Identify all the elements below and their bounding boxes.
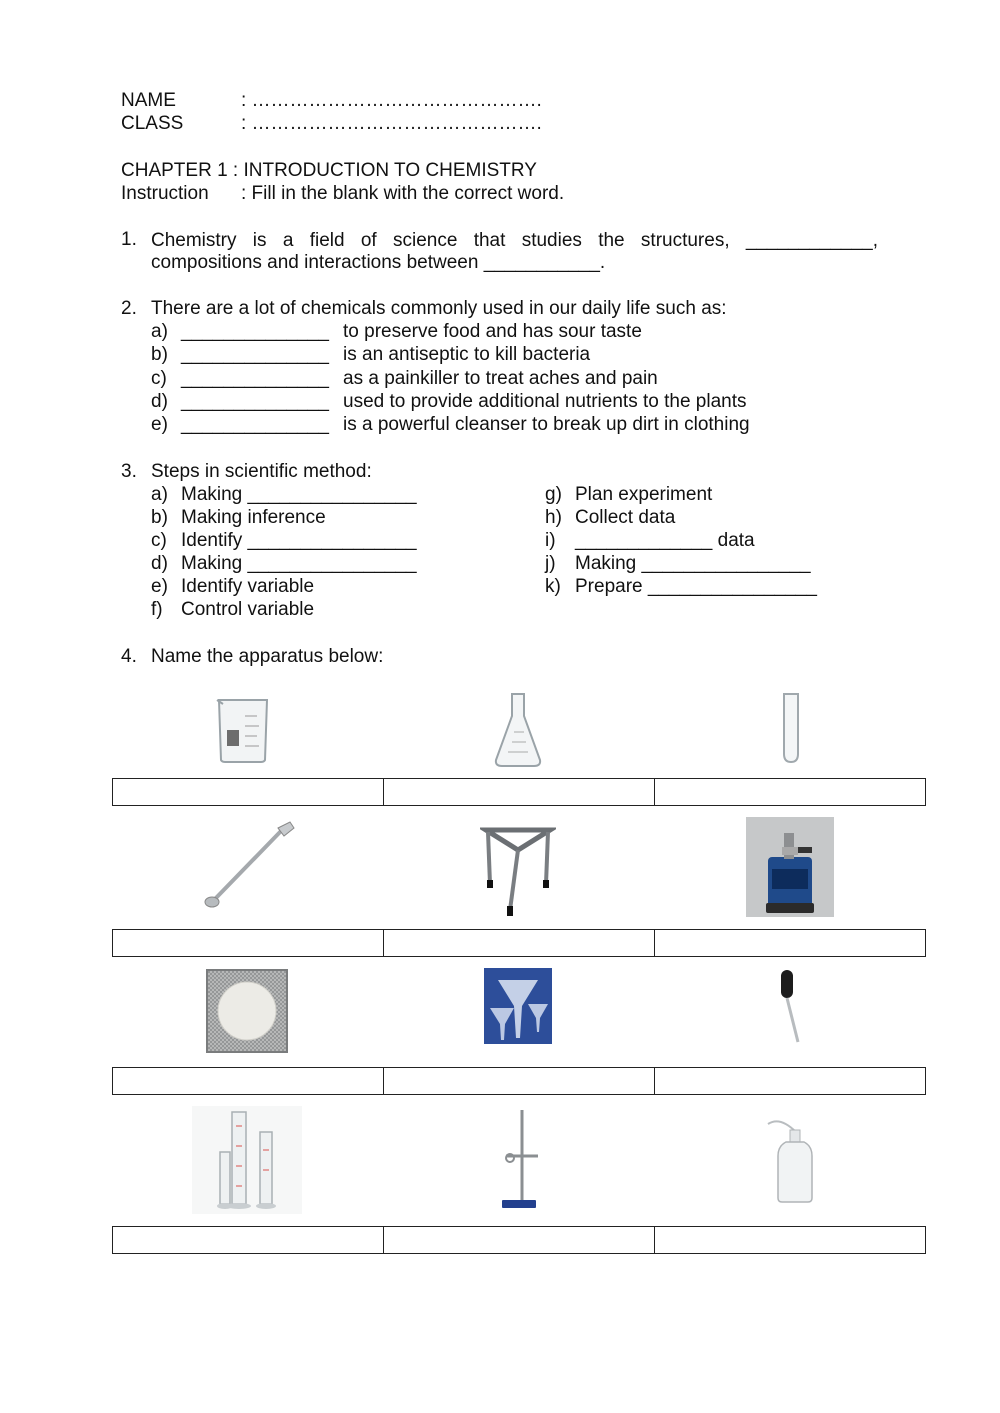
- answer-input-11[interactable]: [384, 1227, 654, 1253]
- chapter-title: CHAPTER 1 : INTRODUCTION TO CHEMISTRY: [121, 160, 537, 181]
- answer-box-11[interactable]: [383, 1226, 655, 1254]
- q3-step: Collect data: [575, 507, 676, 528]
- answer-box-9[interactable]: [654, 1067, 926, 1095]
- q3-letter: c): [151, 530, 167, 551]
- q3-step[interactable]: Identify ________________: [181, 530, 417, 551]
- filter-funnel-image: [484, 968, 552, 1044]
- q2-letter: b): [151, 344, 168, 365]
- q2-letter: c): [151, 368, 167, 389]
- test-tube-image: [782, 692, 800, 764]
- answer-input-8[interactable]: [384, 1068, 654, 1094]
- wash-bottle-image: [766, 1116, 818, 1206]
- q3-letter: j): [545, 553, 556, 574]
- question-1-number: 1.: [121, 229, 137, 250]
- instruction-label: Instruction: [121, 183, 209, 204]
- question-3-title: Steps in scientific method:: [151, 461, 372, 482]
- answer-box-2[interactable]: [383, 778, 655, 806]
- q2-blank[interactable]: ______________: [181, 414, 329, 435]
- question-3-number: 3.: [121, 461, 137, 482]
- q3-letter: i): [545, 530, 556, 551]
- q3-letter: h): [545, 507, 562, 528]
- answer-input-10[interactable]: [113, 1227, 383, 1253]
- q3-letter: g): [545, 484, 562, 505]
- q3-letter: k): [545, 576, 561, 597]
- question-1-line-1: Chemistry is a field of science that studies the structures, ____________,: [151, 230, 878, 251]
- q2-letter: e): [151, 414, 168, 435]
- measuring-cylinder-image: [192, 1106, 302, 1214]
- question-4-title: Name the apparatus below:: [151, 646, 384, 667]
- question-1-line-2: compositions and interactions between ___________.: [151, 252, 606, 273]
- q3-step[interactable]: Making ________________: [181, 484, 417, 505]
- question-2-number: 2.: [121, 298, 137, 319]
- dropper-image: [778, 968, 804, 1046]
- answer-box-6[interactable]: [654, 929, 926, 957]
- answer-box-1[interactable]: [112, 778, 384, 806]
- q2-text: is a powerful cleanser to break up dirt in clothing: [343, 414, 750, 435]
- answer-box-10[interactable]: [112, 1226, 384, 1254]
- name-label: NAME: [121, 90, 176, 111]
- answer-input-1[interactable]: [113, 779, 383, 805]
- conical-flask-image: [494, 692, 542, 768]
- q3-letter: a): [151, 484, 168, 505]
- retort-stand-image: [498, 1108, 546, 1212]
- q3-step[interactable]: Prepare ________________: [575, 576, 817, 597]
- q3-letter: d): [151, 553, 168, 574]
- answer-input-12[interactable]: [655, 1227, 925, 1253]
- instruction-text: : Fill in the blank with the correct word.: [241, 183, 565, 204]
- beaker-image: [215, 696, 271, 764]
- q3-letter: b): [151, 507, 168, 528]
- q2-text: is an antiseptic to kill bacteria: [343, 344, 591, 365]
- answer-input-9[interactable]: [655, 1068, 925, 1094]
- q2-letter: a): [151, 321, 168, 342]
- q2-blank[interactable]: ______________: [181, 391, 329, 412]
- q3-step: Control variable: [181, 599, 315, 620]
- answer-input-4[interactable]: [113, 930, 383, 956]
- class-field[interactable]: : ……………………………………….: [241, 113, 542, 134]
- q2-blank[interactable]: ______________: [181, 321, 329, 342]
- q3-step[interactable]: Making ________________: [575, 553, 811, 574]
- question-2-title: There are a lot of chemicals commonly used in our daily life such as:: [151, 298, 727, 319]
- answer-box-3[interactable]: [654, 778, 926, 806]
- q3-step: Identify variable: [181, 576, 315, 597]
- answer-input-6[interactable]: [655, 930, 925, 956]
- answer-input-2[interactable]: [384, 779, 654, 805]
- q2-blank[interactable]: ______________: [181, 344, 329, 365]
- q3-step: Making inference: [181, 507, 326, 528]
- q2-text: used to provide additional nutrients to the plants: [343, 391, 747, 412]
- q2-blank[interactable]: ______________: [181, 368, 329, 389]
- answer-input-5[interactable]: [384, 930, 654, 956]
- answer-box-7[interactable]: [112, 1067, 384, 1095]
- answer-input-3[interactable]: [655, 779, 925, 805]
- answer-input-7[interactable]: [113, 1068, 383, 1094]
- spatula-image: [200, 820, 296, 912]
- bunsen-burner-image: [746, 817, 834, 917]
- tripod-stand-image: [480, 822, 556, 918]
- answer-box-5[interactable]: [383, 929, 655, 957]
- answer-box-8[interactable]: [383, 1067, 655, 1095]
- q3-step[interactable]: Making ________________: [181, 553, 417, 574]
- q3-step: Plan experiment: [575, 484, 713, 505]
- q2-text: to preserve food and has sour taste: [343, 321, 642, 342]
- q2-text: as a painkiller to treat aches and pain: [343, 368, 658, 389]
- q3-step[interactable]: _____________ data: [575, 530, 755, 551]
- q2-letter: d): [151, 391, 168, 412]
- class-label: CLASS: [121, 113, 184, 134]
- answer-box-4[interactable]: [112, 929, 384, 957]
- q3-letter: e): [151, 576, 168, 597]
- q3-letter: f): [151, 599, 163, 620]
- name-field[interactable]: : ……………………………………….: [241, 90, 542, 111]
- answer-box-12[interactable]: [654, 1226, 926, 1254]
- question-4-number: 4.: [121, 646, 137, 667]
- wire-gauze-image: [205, 968, 289, 1054]
